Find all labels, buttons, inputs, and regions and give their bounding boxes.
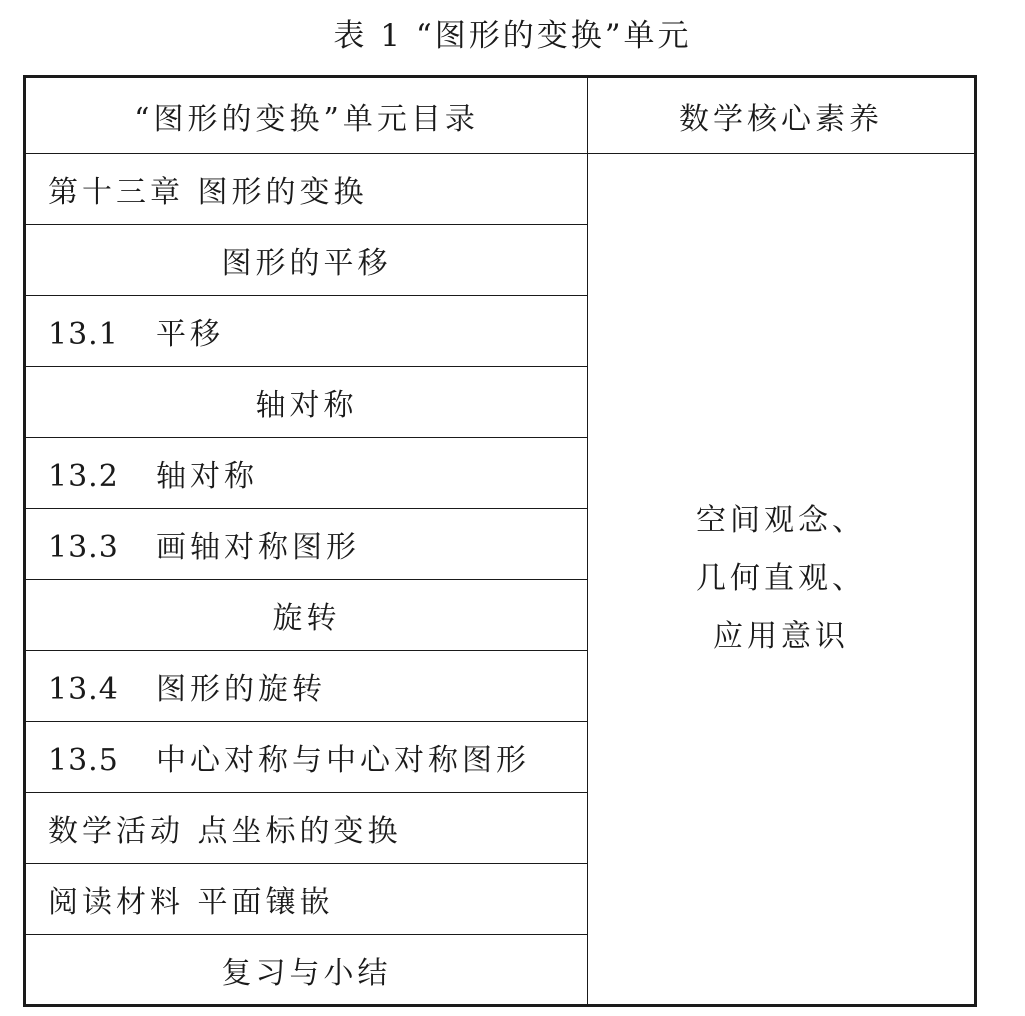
contents-cell [25, 722, 588, 793]
literacy-cell [588, 154, 976, 1006]
contents-cell [25, 438, 588, 509]
section-number: 13.1 [48, 317, 119, 352]
contents-cell [25, 935, 588, 1006]
header-row [25, 77, 976, 154]
contents-cell [25, 651, 588, 722]
section-title: 中心对称与中心对称图形 [156, 743, 530, 778]
section-title: 轴对称 [255, 388, 358, 423]
header-contents: “图形的变换”单元目录 [25, 77, 588, 154]
header-literacy: 数学核心素养 [588, 77, 976, 154]
literacy-line: 应用意识 [713, 619, 849, 654]
section-title: 平移 [156, 317, 224, 352]
section-number: 13.2 [48, 459, 119, 494]
unit-table [23, 75, 977, 1007]
contents-cell [25, 225, 588, 296]
contents-cell [25, 296, 588, 367]
section-title: 第十三章 图形的变换 [48, 175, 368, 210]
contents-cell [25, 154, 588, 225]
literacy-line: 空间观念、 [696, 503, 866, 538]
literacy-line: 几何直观、 [696, 561, 866, 596]
contents-cell [25, 580, 588, 651]
contents-cell [25, 793, 588, 864]
section-title: 轴对称 [156, 459, 258, 494]
contents-cell [25, 367, 588, 438]
section-title: 复习与小结 [221, 955, 392, 991]
section-title: 旋转 [272, 601, 341, 636]
section-number: 13.5 [48, 743, 119, 778]
table-row [25, 154, 976, 225]
section-title: 阅读材料 平面镶嵌 [48, 885, 334, 920]
contents-cell [25, 509, 588, 580]
section-title: 画轴对称图形 [156, 530, 360, 565]
section-number: 13.3 [48, 530, 119, 565]
section-number: 13.4 [48, 672, 119, 707]
contents-cell [25, 864, 588, 935]
table-caption: 表 1 “图形的变换”单元 [333, 18, 692, 54]
section-title: 图形的平移 [221, 246, 392, 281]
section-title: 数学活动 点坐标的变换 [48, 814, 402, 849]
section-title: 图形的旋转 [156, 672, 326, 707]
